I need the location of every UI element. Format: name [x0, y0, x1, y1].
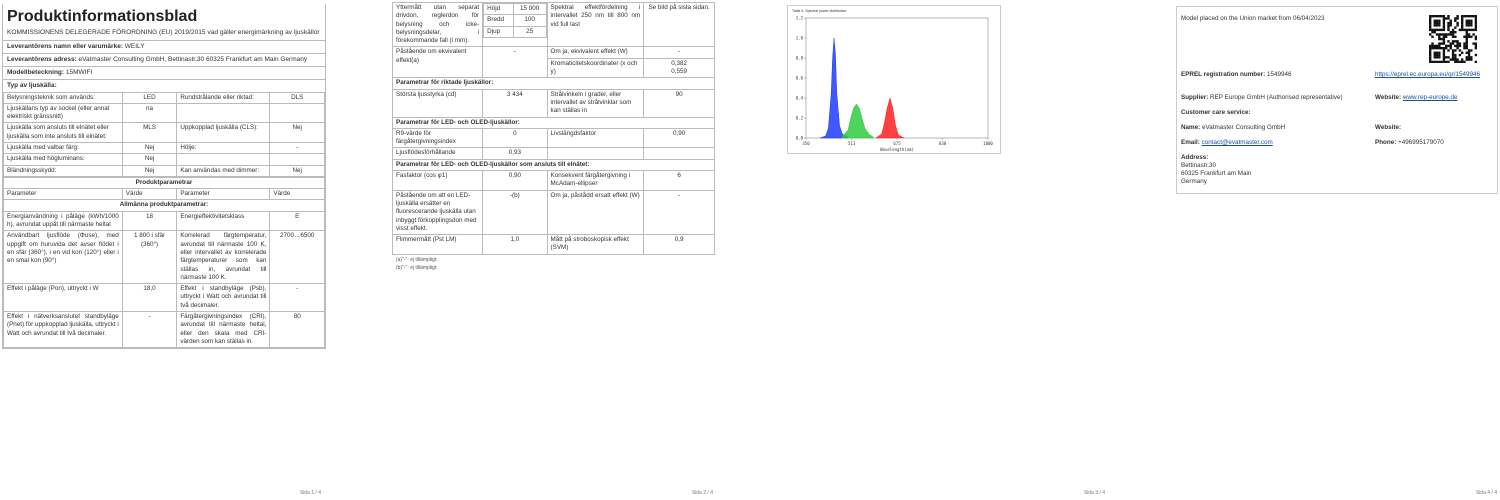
spectral-chart-svg	[788, 6, 1000, 153]
param-value: LED	[122, 92, 177, 103]
param-name: Flimmermått (Pst LM)	[393, 235, 483, 255]
param-name	[547, 148, 644, 159]
phone-label: Phone:	[1375, 139, 1397, 146]
param-name: Uppkopplad ljuskälla (CLS):	[177, 123, 270, 143]
param-name: Energianvändning i påläge (kWh/1000 h), avrundat uppåt till närmaste heltal	[4, 211, 123, 231]
param-value: 0,90	[483, 171, 547, 191]
param-value	[270, 154, 325, 165]
x-tick-label: 1000	[983, 141, 993, 146]
param-value: 3 434	[483, 89, 547, 117]
website2-label: Website:	[1375, 124, 1402, 131]
page-number: Sida 1 / 4	[299, 490, 321, 496]
table-row	[4, 165, 325, 176]
spectrum-peak	[842, 104, 873, 138]
x-axis-label: Wavelength(nm)	[880, 147, 914, 152]
param-name: Största ljusstyrka (cd)	[393, 89, 483, 117]
page-4	[1176, 0, 1500, 500]
supplier-label: Leverantörens namn eller varumärke:	[7, 42, 123, 50]
param-value: Nej	[122, 142, 177, 153]
eprel-box	[1176, 6, 1498, 194]
param-value: 90	[644, 89, 715, 117]
equiv-label-2: Om ja, ekvivalent effekt (W)	[547, 47, 644, 58]
page-3	[784, 0, 1109, 500]
y-tick-label: 0.0	[795, 135, 803, 141]
table-row	[393, 171, 715, 191]
y-tick-label: 1.0	[795, 35, 803, 41]
model-label: Modellbeteckning:	[7, 68, 65, 76]
qr-code-icon[interactable]	[1429, 15, 1477, 63]
param-sheet-cont	[392, 2, 715, 273]
page-2	[392, 0, 717, 500]
param-name: Hölje:	[177, 142, 270, 153]
document-title: Produktinformationsblad	[7, 8, 198, 25]
led-mains-heading: Parametrar för LED- och OLED-ljuskällor som ansluts till elnätet:	[393, 159, 715, 170]
page-number: Sida 4 / 4	[1475, 490, 1497, 496]
y-tick-label: 0.8	[795, 55, 803, 61]
page-number: Sida 2 / 4	[691, 490, 713, 496]
chroma-x: 0,382	[671, 59, 687, 67]
address-line: 60325 Frankfurt am Main	[1181, 170, 1252, 177]
param-value	[270, 103, 325, 123]
dim-value: 100	[513, 15, 546, 26]
website-row	[1375, 94, 1458, 101]
chart-title: Table 4. Spectral power distribution	[792, 9, 847, 13]
email-row	[1181, 139, 1273, 146]
param-value: MLS	[122, 123, 177, 143]
equiv-value-2: -	[644, 47, 715, 58]
chroma-y: 0,559	[671, 68, 687, 76]
address-block	[1181, 162, 1251, 186]
param-value: 18,0	[122, 284, 177, 312]
chroma-value	[644, 58, 715, 78]
market-line: Model placed on the Union market from 06/04/2023	[1181, 15, 1325, 22]
param-value: Nej	[122, 165, 177, 176]
care-heading: Customer care service:	[1181, 109, 1251, 116]
dim-value: 15 000	[513, 4, 546, 15]
col-header: Värde	[270, 189, 325, 200]
address-value: eVatmaster Consulting GmbH, Bettinastr.30 60325 Frankfurt am Main Germany	[78, 55, 308, 63]
x-tick-label: 675	[893, 141, 901, 146]
y-tick-label: 0.6	[795, 75, 803, 81]
param-name: R9-värde för färgåtergivningsindex	[393, 128, 483, 148]
param-name: Påstående om att en LED-ljuskälla ersätter en fluorescerande ljuskälla utan inbyggt förkopplingsdon med visst effekt.	[393, 190, 483, 234]
param-value: 2700…6500	[270, 231, 325, 284]
param-name: Rundstrålande eller riktad:	[177, 92, 270, 103]
param-name: Bländningsskydd:	[4, 165, 123, 176]
param-name: Livslängdsfaktor	[547, 128, 644, 148]
param-value: DLS	[270, 92, 325, 103]
table-row	[393, 128, 715, 148]
param-value: 1 800 i sfär (360°)	[122, 231, 177, 284]
spectral-chart	[787, 5, 1001, 154]
table-row	[4, 284, 325, 312]
eprel-label: EPREL registration number:	[1181, 71, 1266, 78]
table-row	[4, 231, 325, 284]
param-value: 0	[483, 128, 547, 148]
table-row	[4, 103, 325, 123]
param-value: -	[270, 284, 325, 312]
dimensions-table	[483, 3, 546, 38]
param-name: Effekt i påläge (Pon), uttryckt i W	[4, 284, 123, 312]
regulation-subtitle: KOMMISSIONENS DELEGERADE FÖRORDNING (EU) 2019/2015 vad gäller energimärkning av ljuskällor	[7, 29, 320, 36]
type-heading: Typ av ljuskälla:	[3, 79, 325, 92]
page-1	[0, 0, 325, 500]
table-row	[4, 142, 325, 153]
param-name: Strålvinkeln i grader, eller intervallet av strålvinklar som kan ställas in	[547, 89, 644, 117]
y-tick-label: 0.2	[795, 115, 803, 121]
x-tick-label: 350	[802, 141, 810, 146]
page2-table	[392, 2, 715, 255]
supplier-label: Supplier:	[1181, 94, 1209, 101]
dimensions-label: Yttermått utan separat drivdon, reglerdon för belysning och icke-belysningsdelar, i förekommande fall (i mm).	[393, 3, 483, 47]
param-name: Mått på stroboskopisk effekt (SVM)	[547, 235, 644, 255]
footnote-a: (a)"-": ej tillämpligt.	[396, 256, 438, 263]
spectrum-peak	[876, 98, 904, 138]
col-header: Parameter	[177, 189, 270, 200]
param-name: Ljuskälla som ansluts till elnätet eller ljuskälla som inte ansluts till elnätet:	[4, 123, 123, 143]
param-value: Nej	[122, 154, 177, 165]
param-value: na	[122, 103, 177, 123]
param-value: 80	[270, 312, 325, 348]
address-label: Address:	[1181, 154, 1209, 161]
param-value: -	[122, 312, 177, 348]
table-row	[393, 235, 715, 255]
eprel-value: 1549946	[1266, 71, 1292, 78]
address-line: Germany	[1181, 178, 1207, 185]
spectrum-peak	[820, 38, 848, 138]
param-name: Korrelerad färgtemperatur, avrundat till närmaste 100 K, eller intervallet av korrelerade färgtemperaturer som kan ställas in, avrundat till närmaste 100 K.	[177, 231, 270, 284]
param-name: Effekt i standbyläge (Psb), uttryckt i Watt och avrundat till två decimaler.	[177, 284, 270, 312]
led-heading: Parametrar för LED- och OLED-ljuskällor:	[393, 117, 715, 128]
param-value: 0,93	[483, 148, 547, 159]
col-header: Värde	[122, 189, 177, 200]
param-name: Färgåtergivningsindex (CRI), avrundat till närmaste heltal, eller den skala med CRI-värden som kan ställas in.	[177, 312, 270, 348]
table-row	[4, 312, 325, 348]
supplier-row	[3, 40, 325, 53]
param-value: 18	[122, 211, 177, 231]
chroma-label: Kromaticitetskoordinater (x och y)	[547, 58, 644, 78]
param-value	[644, 148, 715, 159]
name-value: eVatmaster Consulting GmbH	[1202, 124, 1286, 131]
product-params-heading: Produktparametrar	[4, 177, 325, 188]
param-value: 1,0	[483, 235, 547, 255]
param-name: Effekt i nätverksanslutet standbyläge (Pnet) för uppkopplad ljuskälla, uttryckt i Watt och avrundat till två decimaler.	[4, 312, 123, 348]
table-row	[4, 211, 325, 231]
website-label: Website:	[1375, 94, 1402, 101]
email-label: Email:	[1181, 139, 1200, 146]
param-name: Ljuskälla med högluminans:	[4, 154, 123, 165]
spectral-label: Spektral effektfördelning i intervallet 250 nm till 800 nm vid full last	[547, 3, 644, 47]
equiv-value: -	[483, 47, 547, 78]
spectral-value: Se bild på sista sidan.	[644, 3, 715, 47]
table-row	[393, 148, 715, 159]
param-name: Ljuskälla med valbar färg:	[4, 142, 123, 153]
param-name: Kan användas med dimmer:	[177, 165, 270, 176]
dim-name: Höjd	[484, 4, 514, 15]
type-table	[3, 92, 325, 177]
param-name: Användbart ljusflöde (Φuse), med uppgift om huruvida det avser flödet i en sfär (360°), i en vid kon (120°) eller i en smal kon (90°)	[4, 231, 123, 284]
dim-name: Djup	[484, 26, 514, 37]
param-value: Nej	[270, 123, 325, 143]
address-row	[3, 53, 325, 66]
eprel-row	[1181, 71, 1291, 78]
table-row	[393, 190, 715, 234]
param-value: -	[644, 190, 715, 234]
param-value: -	[270, 142, 325, 153]
supplier-row	[1181, 94, 1343, 101]
product-sheet	[2, 4, 326, 349]
x-tick-label: 838	[939, 141, 947, 146]
supplier-value: WEILY	[124, 42, 145, 50]
param-value: 0,90	[644, 128, 715, 148]
param-name: Belysningsteknik som används:	[4, 92, 123, 103]
directional-heading: Parametrar för riktade ljuskällor:	[393, 78, 715, 89]
equiv-label: Påstående om ekvivalent effekt(a)	[393, 47, 483, 78]
supplier-value: REP Europe GmbH (Authorised representative)	[1210, 94, 1343, 101]
general-params-heading: Allmänna produktparametrar:	[4, 200, 325, 211]
dim-name: Bredd	[484, 15, 514, 26]
param-value: 6	[644, 171, 715, 191]
table-row	[4, 154, 325, 165]
page-number: Sida 3 / 4	[1083, 490, 1105, 496]
address-label: Leverantörens adress:	[7, 55, 77, 63]
param-value: -(b)	[483, 190, 547, 234]
y-tick-label: 1.2	[795, 15, 803, 21]
table-row	[4, 123, 325, 143]
param-name: Fasfaktor (cos φ1)	[393, 171, 483, 191]
address-line: Bettinastr.30	[1181, 162, 1217, 169]
param-value: Nej	[270, 165, 325, 176]
name-row	[1181, 124, 1285, 131]
model-value: 15MWIFI	[65, 68, 93, 76]
dim-value: 25	[513, 26, 546, 37]
param-name	[177, 154, 270, 165]
param-value: E	[270, 211, 325, 231]
footnote-b: (b)"-": ej tillämpligt.	[396, 264, 438, 271]
param-name: Energieffektivitetsklass	[177, 211, 270, 231]
col-header: Parameter	[4, 189, 123, 200]
table-row	[4, 92, 325, 103]
param-name: Konsekvent färgåtergivning i McAdam-ellipser	[547, 171, 644, 191]
x-tick-label: 513	[848, 141, 856, 146]
phone-value: +496995179070	[1398, 139, 1444, 146]
y-tick-label: 0.4	[795, 95, 803, 101]
name-label: Name:	[1181, 124, 1201, 131]
param-name: Ljusflödesförhållande	[393, 148, 483, 159]
phone-row	[1375, 139, 1444, 146]
email-link[interactable]: contact@evatmaster.com	[1201, 139, 1273, 146]
param-name	[177, 103, 270, 123]
website-link[interactable]: www.rep-europe.de	[1402, 94, 1458, 101]
dimensions-cell	[483, 3, 547, 47]
param-name: Om ja, påstådd ersatt effekt (W)	[547, 190, 644, 234]
eprel-link[interactable]: https://eprel.ec.europa.eu/qr/1549946	[1375, 71, 1481, 78]
params-table	[3, 177, 325, 348]
param-value: 0,9	[644, 235, 715, 255]
param-name: Ljuskällans typ av sockel (eller annat elektriskt gränssnitt)	[4, 103, 123, 123]
model-row	[3, 66, 325, 79]
